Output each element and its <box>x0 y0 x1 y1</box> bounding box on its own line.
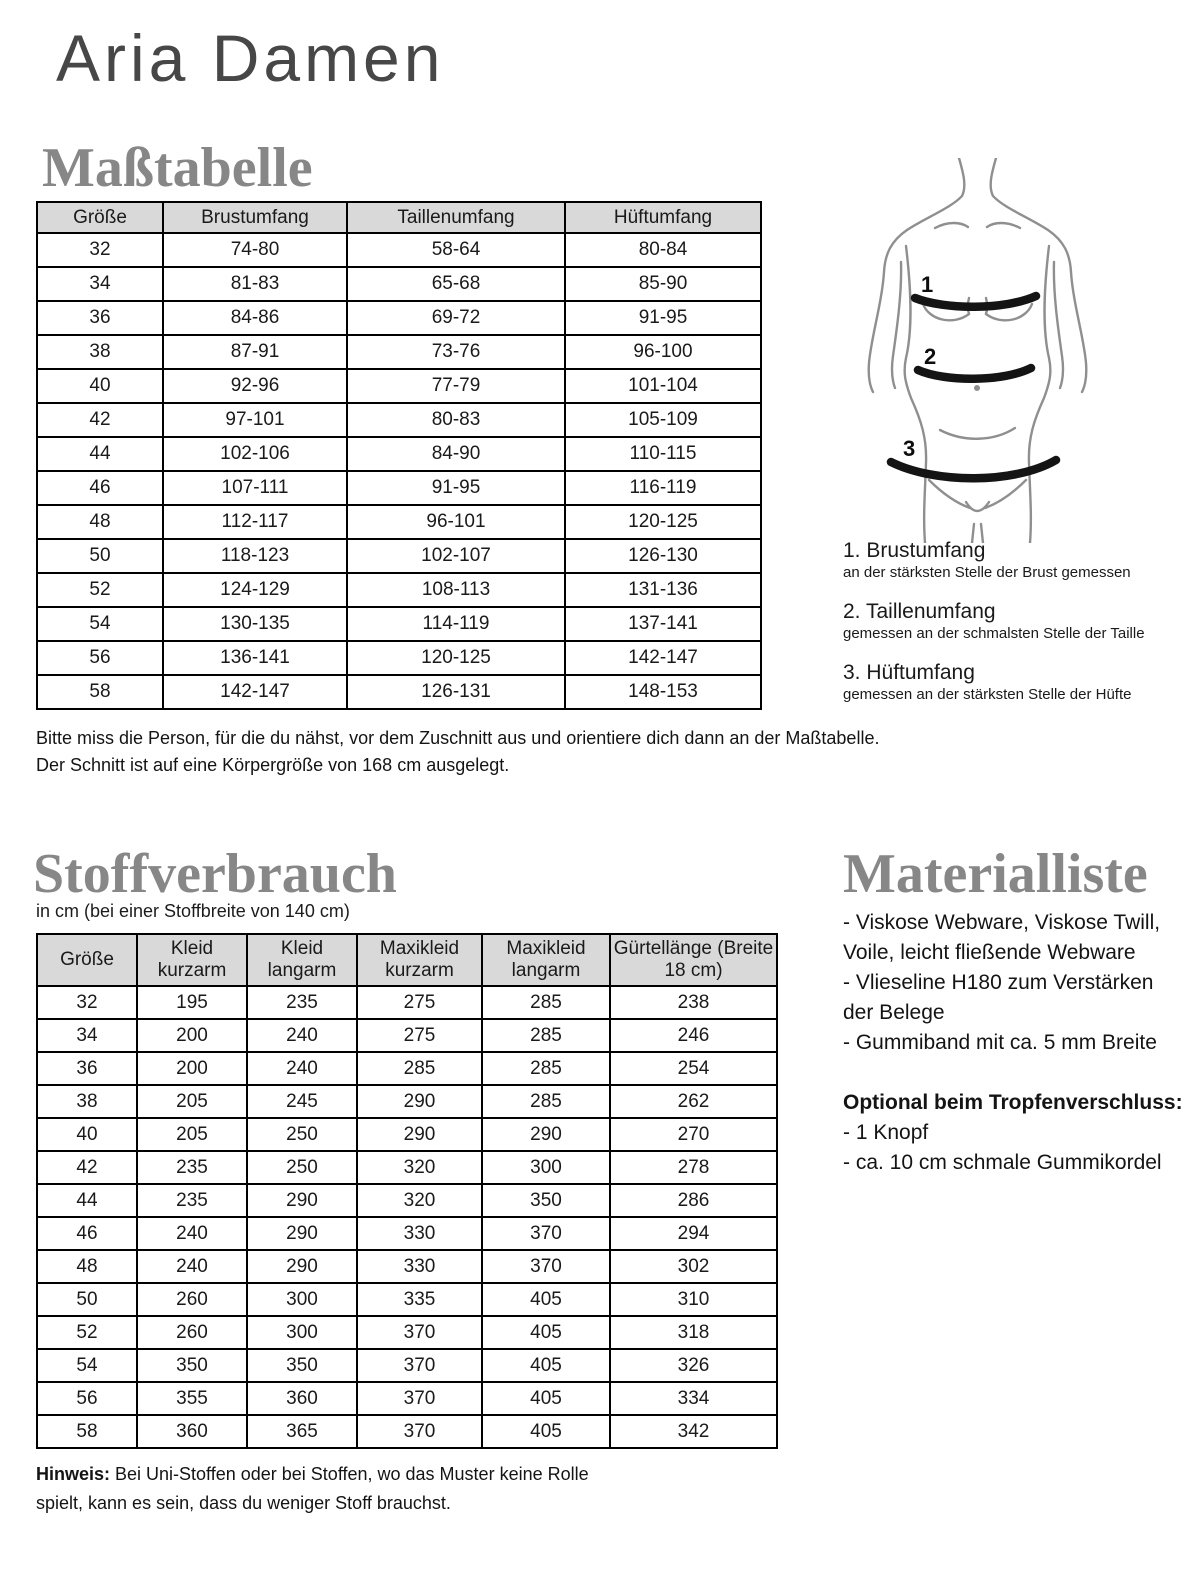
table-cell: 250 <box>247 1118 357 1151</box>
table-cell: 240 <box>137 1217 247 1250</box>
column-header: Maxikleid langarm <box>482 934 610 986</box>
table-cell: 97-101 <box>163 403 347 437</box>
table-cell: 91-95 <box>565 301 761 335</box>
legend-title: 1. Brustumfang <box>843 539 986 562</box>
column-header: Größe <box>37 934 137 986</box>
table-cell: 120-125 <box>565 505 761 539</box>
table-cell: 285 <box>482 1052 610 1085</box>
table-cell: 318 <box>610 1316 777 1349</box>
table-cell: 350 <box>137 1349 247 1382</box>
table-cell: 330 <box>357 1217 482 1250</box>
table-cell: 240 <box>247 1019 357 1052</box>
table-cell: 195 <box>137 986 247 1019</box>
table-cell: 240 <box>247 1052 357 1085</box>
table-cell: 32 <box>37 986 137 1019</box>
table-cell: 405 <box>482 1382 610 1415</box>
table-row <box>37 1118 777 1151</box>
column-header: Taillenumfang <box>347 202 565 233</box>
legend-title: 3. Hüftumfang <box>843 661 975 684</box>
legend-item-bust <box>843 538 1198 582</box>
measure-bands <box>891 296 1056 478</box>
table-cell: 355 <box>137 1382 247 1415</box>
table-cell: 326 <box>610 1349 777 1382</box>
torso-outline <box>869 158 1087 543</box>
table-cell: 126-131 <box>347 675 565 709</box>
table-cell: 42 <box>37 403 163 437</box>
table-cell: 137-141 <box>565 607 761 641</box>
table-cell: 370 <box>357 1415 482 1448</box>
material-line: der Belege <box>843 1001 945 1024</box>
table-cell: 34 <box>37 267 163 301</box>
hip-band <box>891 460 1056 478</box>
measuring-note <box>36 725 976 779</box>
legend-desc: an der stärksten Stelle der Brust gemessen <box>843 564 1131 581</box>
table-cell: 56 <box>37 1382 137 1415</box>
table-cell: 405 <box>482 1349 610 1382</box>
table-cell: 105-109 <box>565 403 761 437</box>
waist-band <box>918 368 1031 379</box>
table-cell: 235 <box>137 1151 247 1184</box>
table-cell: 260 <box>137 1283 247 1316</box>
table-cell: 334 <box>610 1382 777 1415</box>
table-cell: 250 <box>247 1151 357 1184</box>
table-cell: 52 <box>37 573 163 607</box>
column-header: Maxikleid kurzarm <box>357 934 482 986</box>
table-cell: 360 <box>247 1382 357 1415</box>
table-cell: 108-113 <box>347 573 565 607</box>
table-cell: 58 <box>37 1415 137 1448</box>
table-header-row <box>37 202 761 233</box>
table-cell: 46 <box>37 471 163 505</box>
table-row <box>37 437 761 471</box>
table-cell: 130-135 <box>163 607 347 641</box>
masstabelle-table <box>36 201 762 710</box>
table-cell: 350 <box>482 1184 610 1217</box>
table-cell: 286 <box>610 1184 777 1217</box>
table-cell: 32 <box>37 233 163 267</box>
table-cell: 290 <box>357 1085 482 1118</box>
table-cell: 101-104 <box>565 369 761 403</box>
table-row <box>37 607 761 641</box>
table-cell: 290 <box>247 1217 357 1250</box>
table-row <box>37 505 761 539</box>
table-row <box>37 1382 777 1415</box>
table-cell: 58-64 <box>347 233 565 267</box>
legend-item-waist <box>843 599 1198 643</box>
table-cell: 112-117 <box>163 505 347 539</box>
table-row <box>37 1316 777 1349</box>
table-cell: 262 <box>610 1085 777 1118</box>
table-cell: 91-95 <box>347 471 565 505</box>
stoffverbrauch-heading: Stoffverbrauch <box>33 843 397 905</box>
table-row <box>37 471 761 505</box>
measurement-legend <box>843 538 1198 721</box>
table-cell: 270 <box>610 1118 777 1151</box>
optional-item: - 1 Knopf <box>843 1121 929 1144</box>
table-cell: 245 <box>247 1085 357 1118</box>
table-cell: 65-68 <box>347 267 565 301</box>
table-cell: 370 <box>357 1382 482 1415</box>
table-cell: 238 <box>610 986 777 1019</box>
table-cell: 290 <box>482 1118 610 1151</box>
table-row <box>37 335 761 369</box>
table-cell: 36 <box>37 301 163 335</box>
measuring-note-line2: Der Schnitt ist auf eine Körpergröße von 168 cm ausgelegt. <box>36 755 510 775</box>
table-cell: 38 <box>37 335 163 369</box>
column-header: Hüftumfang <box>565 202 761 233</box>
table-cell: 40 <box>37 369 163 403</box>
table-row <box>37 641 761 675</box>
table-cell: 370 <box>357 1316 482 1349</box>
table-row <box>37 1217 777 1250</box>
table-cell: 275 <box>357 1019 482 1052</box>
table-cell: 405 <box>482 1283 610 1316</box>
table-row <box>37 1184 777 1217</box>
table-cell: 200 <box>137 1019 247 1052</box>
table-cell: 74-80 <box>163 233 347 267</box>
table-cell: 200 <box>137 1052 247 1085</box>
table-row <box>37 1019 777 1052</box>
table-cell: 126-130 <box>565 539 761 573</box>
table-cell: 36 <box>37 1052 137 1085</box>
table-row <box>37 675 761 709</box>
material-line: Voile, leicht fließende Webware <box>843 941 1136 964</box>
table-cell: 40 <box>37 1118 137 1151</box>
table-cell: 235 <box>137 1184 247 1217</box>
table-cell: 240 <box>137 1250 247 1283</box>
table-row <box>37 403 761 437</box>
table-cell: 320 <box>357 1151 482 1184</box>
table-cell: 148-153 <box>565 675 761 709</box>
table-cell: 290 <box>247 1184 357 1217</box>
legend-item-hip <box>843 660 1198 704</box>
table-cell: 142-147 <box>565 641 761 675</box>
body-measurement-diagram <box>845 158 1110 543</box>
table-row <box>37 1250 777 1283</box>
bust-band <box>915 296 1036 307</box>
table-row <box>37 1283 777 1316</box>
table-cell: 118-123 <box>163 539 347 573</box>
table-cell: 48 <box>37 505 163 539</box>
table-cell: 87-91 <box>163 335 347 369</box>
table-cell: 102-106 <box>163 437 347 471</box>
table-cell: 275 <box>357 986 482 1019</box>
column-header: Kleid kurzarm <box>137 934 247 986</box>
table-cell: 44 <box>37 437 163 471</box>
table-row <box>37 1349 777 1382</box>
column-header: Größe <box>37 202 163 233</box>
table-row <box>37 1151 777 1184</box>
table-cell: 285 <box>357 1052 482 1085</box>
table-cell: 77-79 <box>347 369 565 403</box>
table-cell: 142-147 <box>163 675 347 709</box>
legend-title: 2. Taillenumfang <box>843 600 996 623</box>
legend-desc: gemessen an der stärksten Stelle der Hüfte <box>843 686 1132 703</box>
table-cell: 294 <box>610 1217 777 1250</box>
table-cell: 290 <box>357 1118 482 1151</box>
column-header: Gürtellänge (Breite 18 cm) <box>610 934 777 986</box>
table-cell: 285 <box>482 986 610 1019</box>
table-row <box>37 1085 777 1118</box>
table-cell: 69-72 <box>347 301 565 335</box>
measuring-note-line1: Bitte miss die Person, für die du nähst, vor dem Zuschnitt aus und orientiere dich dann an der Maßtabelle. <box>36 728 880 748</box>
table-cell: 42 <box>37 1151 137 1184</box>
table-cell: 254 <box>610 1052 777 1085</box>
table-cell: 120-125 <box>347 641 565 675</box>
table-cell: 285 <box>482 1085 610 1118</box>
material-line: - Vlieseline H180 zum Verstärken <box>843 971 1154 994</box>
table-cell: 102-107 <box>347 539 565 573</box>
band-label-3: 3 <box>903 436 916 461</box>
table-cell: 360 <box>137 1415 247 1448</box>
table-cell: 370 <box>357 1349 482 1382</box>
column-header: Kleid langarm <box>247 934 357 986</box>
table-cell: 205 <box>137 1118 247 1151</box>
table-cell: 235 <box>247 986 357 1019</box>
table-cell: 46 <box>37 1217 137 1250</box>
fabric-hint <box>36 1460 696 1518</box>
table-cell: 370 <box>482 1217 610 1250</box>
table-row <box>37 301 761 335</box>
table-cell: 50 <box>37 1283 137 1316</box>
table-cell: 96-101 <box>347 505 565 539</box>
table-cell: 85-90 <box>565 267 761 301</box>
table-cell: 44 <box>37 1184 137 1217</box>
table-cell: 342 <box>610 1415 777 1448</box>
table-cell: 205 <box>137 1085 247 1118</box>
table-cell: 278 <box>610 1151 777 1184</box>
table-row <box>37 233 761 267</box>
table-cell: 405 <box>482 1415 610 1448</box>
table-cell: 290 <box>247 1250 357 1283</box>
table-cell: 50 <box>37 539 163 573</box>
table-cell: 131-136 <box>565 573 761 607</box>
optional-heading: Optional beim Tropfenverschluss: <box>843 1091 1183 1114</box>
table-cell: 56 <box>37 641 163 675</box>
table-cell: 330 <box>357 1250 482 1283</box>
table-cell: 107-111 <box>163 471 347 505</box>
table-cell: 124-129 <box>163 573 347 607</box>
table-cell: 300 <box>482 1151 610 1184</box>
table-cell: 38 <box>37 1085 137 1118</box>
table-cell: 114-119 <box>347 607 565 641</box>
stoffverbrauch-table <box>36 933 778 1449</box>
material-line: - Viskose Webware, Viskose Twill, <box>843 911 1161 934</box>
table-cell: 73-76 <box>347 335 565 369</box>
table-cell: 285 <box>482 1019 610 1052</box>
stoffverbrauch-subtitle: in cm (bei einer Stoffbreite von 140 cm) <box>36 901 350 921</box>
table-cell: 335 <box>357 1283 482 1316</box>
table-cell: 48 <box>37 1250 137 1283</box>
table-cell: 58 <box>37 675 163 709</box>
fabric-hint-line1: Bei Uni-Stoffen oder bei Stoffen, wo das Muster keine Rolle <box>110 1464 589 1484</box>
masstabelle-heading: Maßtabelle <box>42 137 313 199</box>
optional-item: - ca. 10 cm schmale Gummikordel <box>843 1151 1162 1174</box>
table-cell: 246 <box>610 1019 777 1052</box>
table-cell: 350 <box>247 1349 357 1382</box>
legend-desc: gemessen an der schmalsten Stelle der Taille <box>843 625 1145 642</box>
table-row <box>37 369 761 403</box>
fabric-hint-label: Hinweis: <box>36 1464 111 1484</box>
table-cell: 84-86 <box>163 301 347 335</box>
table-cell: 302 <box>610 1250 777 1283</box>
material-list <box>843 908 1200 1178</box>
fabric-hint-line2: spielt, kann es sein, dass du weniger Stoff brauchst. <box>36 1493 451 1513</box>
table-cell: 80-84 <box>565 233 761 267</box>
table-cell: 92-96 <box>163 369 347 403</box>
table-cell: 320 <box>357 1184 482 1217</box>
table-cell: 80-83 <box>347 403 565 437</box>
table-cell: 365 <box>247 1415 357 1448</box>
band-label-2: 2 <box>924 344 937 369</box>
material-line: - Gummiband mit ca. 5 mm Breite <box>843 1031 1157 1054</box>
table-cell: 405 <box>482 1316 610 1349</box>
table-row <box>37 1415 777 1448</box>
navel-dot <box>974 385 980 391</box>
table-cell: 34 <box>37 1019 137 1052</box>
table-cell: 136-141 <box>163 641 347 675</box>
table-row <box>37 539 761 573</box>
table-cell: 54 <box>37 1349 137 1382</box>
table-row <box>37 1052 777 1085</box>
table-cell: 300 <box>247 1283 357 1316</box>
table-cell: 96-100 <box>565 335 761 369</box>
brand-title: Aria Damen <box>56 21 445 95</box>
table-cell: 310 <box>610 1283 777 1316</box>
table-cell: 81-83 <box>163 267 347 301</box>
table-cell: 116-119 <box>565 471 761 505</box>
materialliste-heading: Materialliste <box>843 843 1148 905</box>
table-cell: 54 <box>37 607 163 641</box>
table-row <box>37 986 777 1019</box>
table-cell: 52 <box>37 1316 137 1349</box>
table-cell: 110-115 <box>565 437 761 471</box>
table-cell: 84-90 <box>347 437 565 471</box>
band-label-1: 1 <box>921 272 934 297</box>
column-header: Brustumfang <box>163 202 347 233</box>
table-row <box>37 573 761 607</box>
table-cell: 370 <box>482 1250 610 1283</box>
table-header-row <box>37 934 777 986</box>
table-row <box>37 267 761 301</box>
table-cell: 260 <box>137 1316 247 1349</box>
table-cell: 300 <box>247 1316 357 1349</box>
